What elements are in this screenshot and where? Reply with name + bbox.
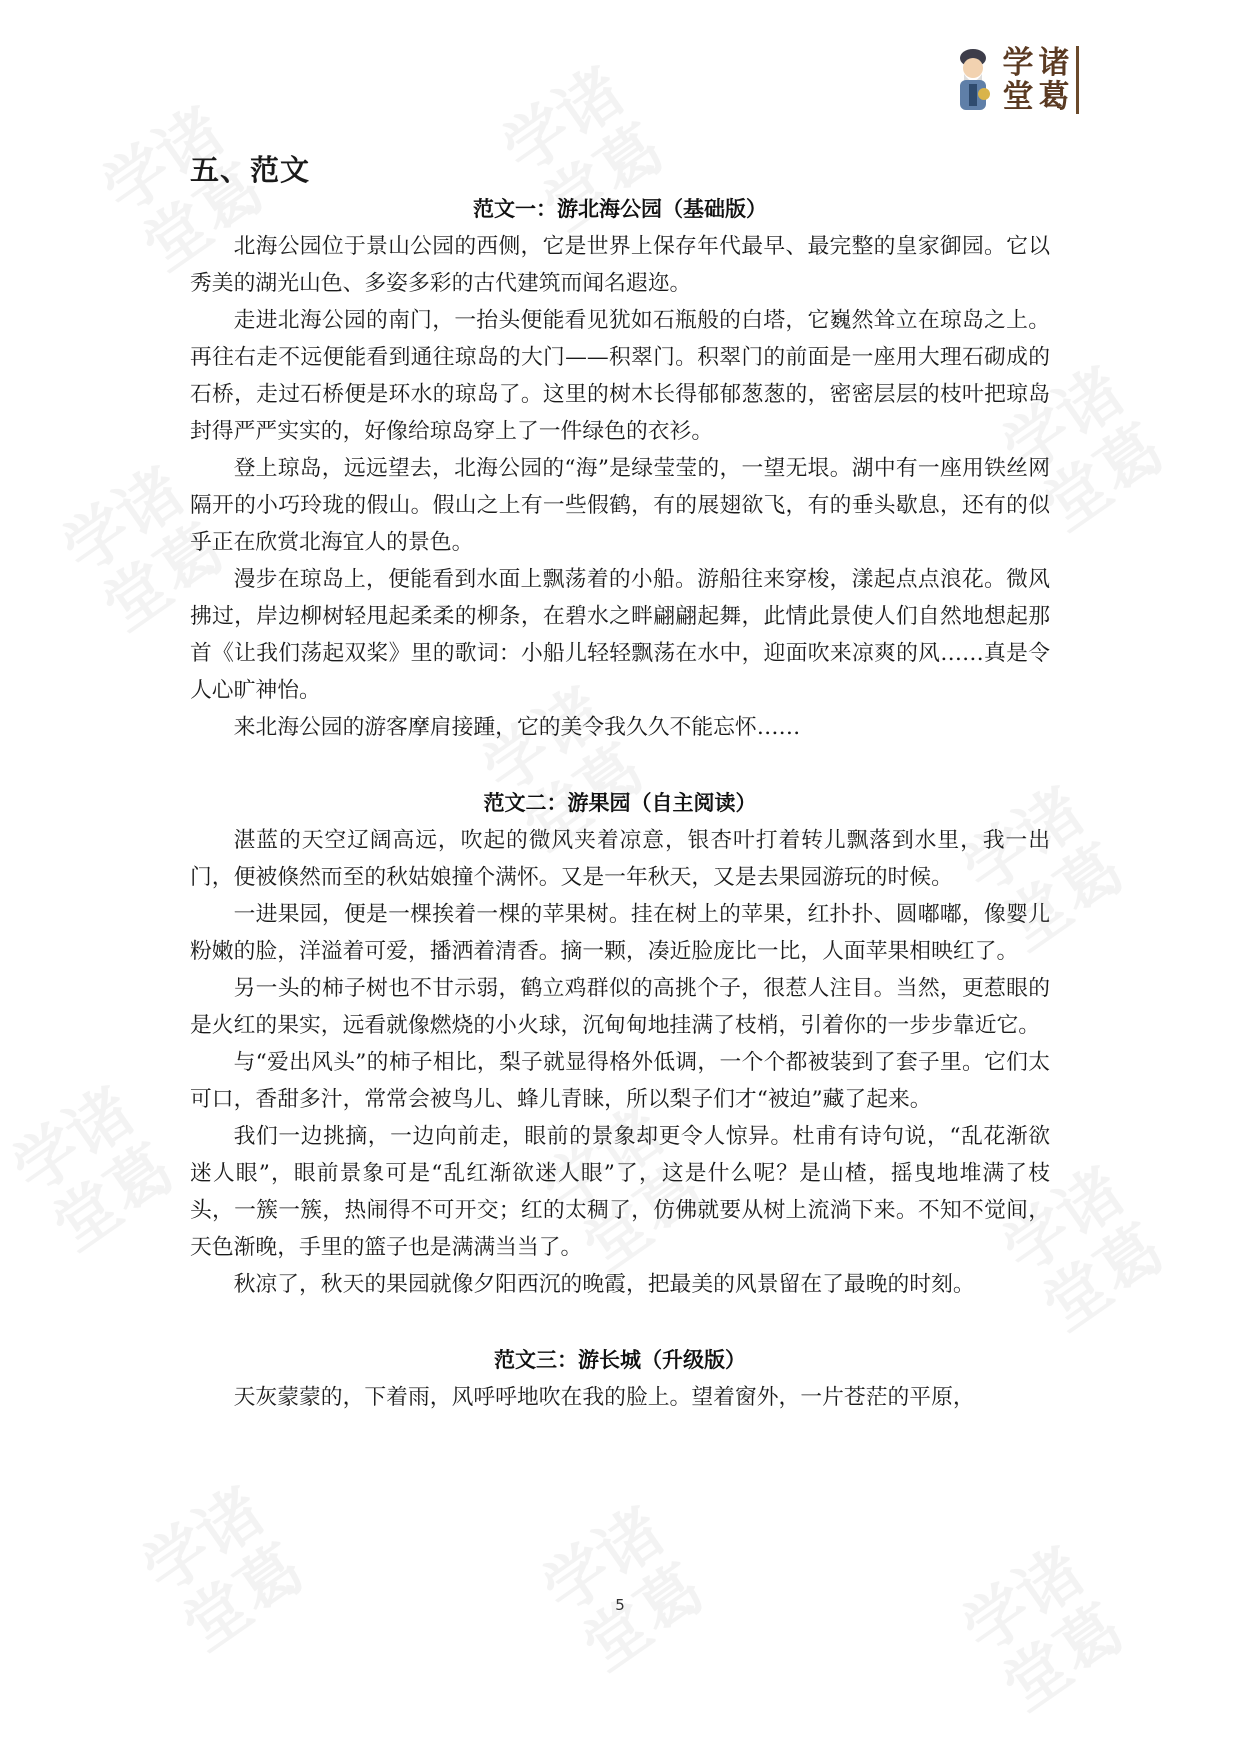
brand-char: 葛 [1038,79,1070,115]
brand-char: 诸 [1038,45,1070,81]
paragraph: 湛蓝的天空辽阔高远，吹起的微风夹着凉意，银杏叶打着转儿飘落到水里，我一出门，便被倏然而至的秋姑娘撞个满怀。又是一年秋天，又是去果园游玩的时候。 [190,828,1050,890]
brand-char: 堂 [1002,79,1034,115]
essay-1 [190,190,1050,746]
paragraph: 来北海公园的游客摩肩接踵，它的美令我久久不能忘怀…… [233,715,801,740]
paragraph: 与“爱出风头”的柿子相比，梨子就显得格外低调，一个个都被装到了套子里。它们太可口，香甜多汁，常常会被鸟儿、蜂儿青睐，所以梨子们才“被迫”藏了起来。 [190,1050,1050,1112]
watermark [1,1076,186,1264]
paragraph: 我们一边挑摘，一边向前走，眼前的景象却更令人惊异。杜甫有诗句说，“乱花渐欲迷人眼”，眼前景象可是“乱红渐欲迷人眼”了，这是什么呢？是山楂，摇曳地堆满了枝头，一簇一簇，热闹得不可开交；红的太稠了，仿佛就要从树上流淌下来。不知不觉间，天色渐晚，手里的篮子也是满满当当了。 [190,1124,1050,1260]
paragraph: 漫步在琼岛上，便能看到水面上飘荡着的小船。游船往来穿梭，漾起点点浪花。微风拂过，岸边柳树轻甩起柔柔的柳条，在碧水之畔翩翩起舞，此情此景使人们自然地想起那首《让我们荡起双桨》里的歌词：小船儿轻轻飘荡在水中，迎面吹来凉爽的风……真是令人心旷神怡。 [190,567,1050,703]
watermark [951,1536,1136,1724]
essay-title: 范文二：游果园（自主阅读） [483,791,757,815]
paragraph: 另一头的柿子树也不甘示弱，鹤立鸡群似的高挑个子，很惹人注目。当然，更惹眼的是火红的果实，远看就像燃烧的小火球，沉甸甸地挂满了枝梢，引着你的一步步靠近它。 [190,976,1050,1038]
brand-wordmark [1000,46,1079,114]
mascot-icon [952,44,994,116]
paragraph: 走进北海公园的南门，一抬头便能看见犹如石瓶般的白塔，它巍然耸立在琼岛之上。再往右走不远便能看到通往琼岛的大门——积翠门。积翠门的前面是一座用大理石砌成的石桥，走过石桥便是环水的琼岛了。这里的树木长得郁郁葱葱的，密密层层的枝叶把琼岛封得严严实实的，好像给琼岛穿上了一件绿色的衣衫。 [190,308,1050,444]
spacer [190,746,1050,784]
essay-content [190,190,1050,1416]
essay-2 [190,784,1050,1303]
essay-3 [190,1341,1050,1416]
paragraph: 天灰蒙蒙的，下着雨，风呼呼地吹在我的脸上。望着窗外，一片苍茫的平原， [233,1385,975,1410]
brand-logo [952,44,1079,116]
essay-title: 范文一：游北海公园（基础版） [473,197,767,221]
watermark [531,1496,716,1684]
paragraph: 登上琼岛，远远望去，北海公园的“海”是绿莹莹的，一望无垠。湖中有一座用铁丝网隔开的小巧玲珑的假山。假山之上有一些假鹤，有的展翅欲飞，有的垂头歇息，还有的似乎正在欣赏北海宜人的景色。 [190,456,1050,555]
paragraph: 一进果园，便是一棵挨着一棵的苹果树。挂在树上的苹果，红扑扑、圆嘟嘟，像婴儿粉嫩的脸，洋溢着可爱，播洒着清香。摘一颗，凑近脸庞比一比，人面苹果相映红了。 [190,902,1050,964]
section-title: 五、范文 [190,153,311,187]
paragraph: 秋凉了，秋天的果园就像夕阳西沉的晚霞，把最美的风景留在了最晚的时刻。 [233,1272,975,1297]
paragraph: 北海公园位于景山公园的西侧，它是世界上保存年代最早、最完整的皇家御园。它以秀美的湖光山色、多姿多彩的古代建筑而闻名遐迩。 [190,234,1050,296]
page-number: 5 [615,1596,625,1614]
essay-title: 范文三：游长城（升级版） [494,1348,746,1372]
spacer [190,1303,1050,1341]
watermark [131,1476,316,1664]
brand-char: 学 [1002,45,1034,81]
